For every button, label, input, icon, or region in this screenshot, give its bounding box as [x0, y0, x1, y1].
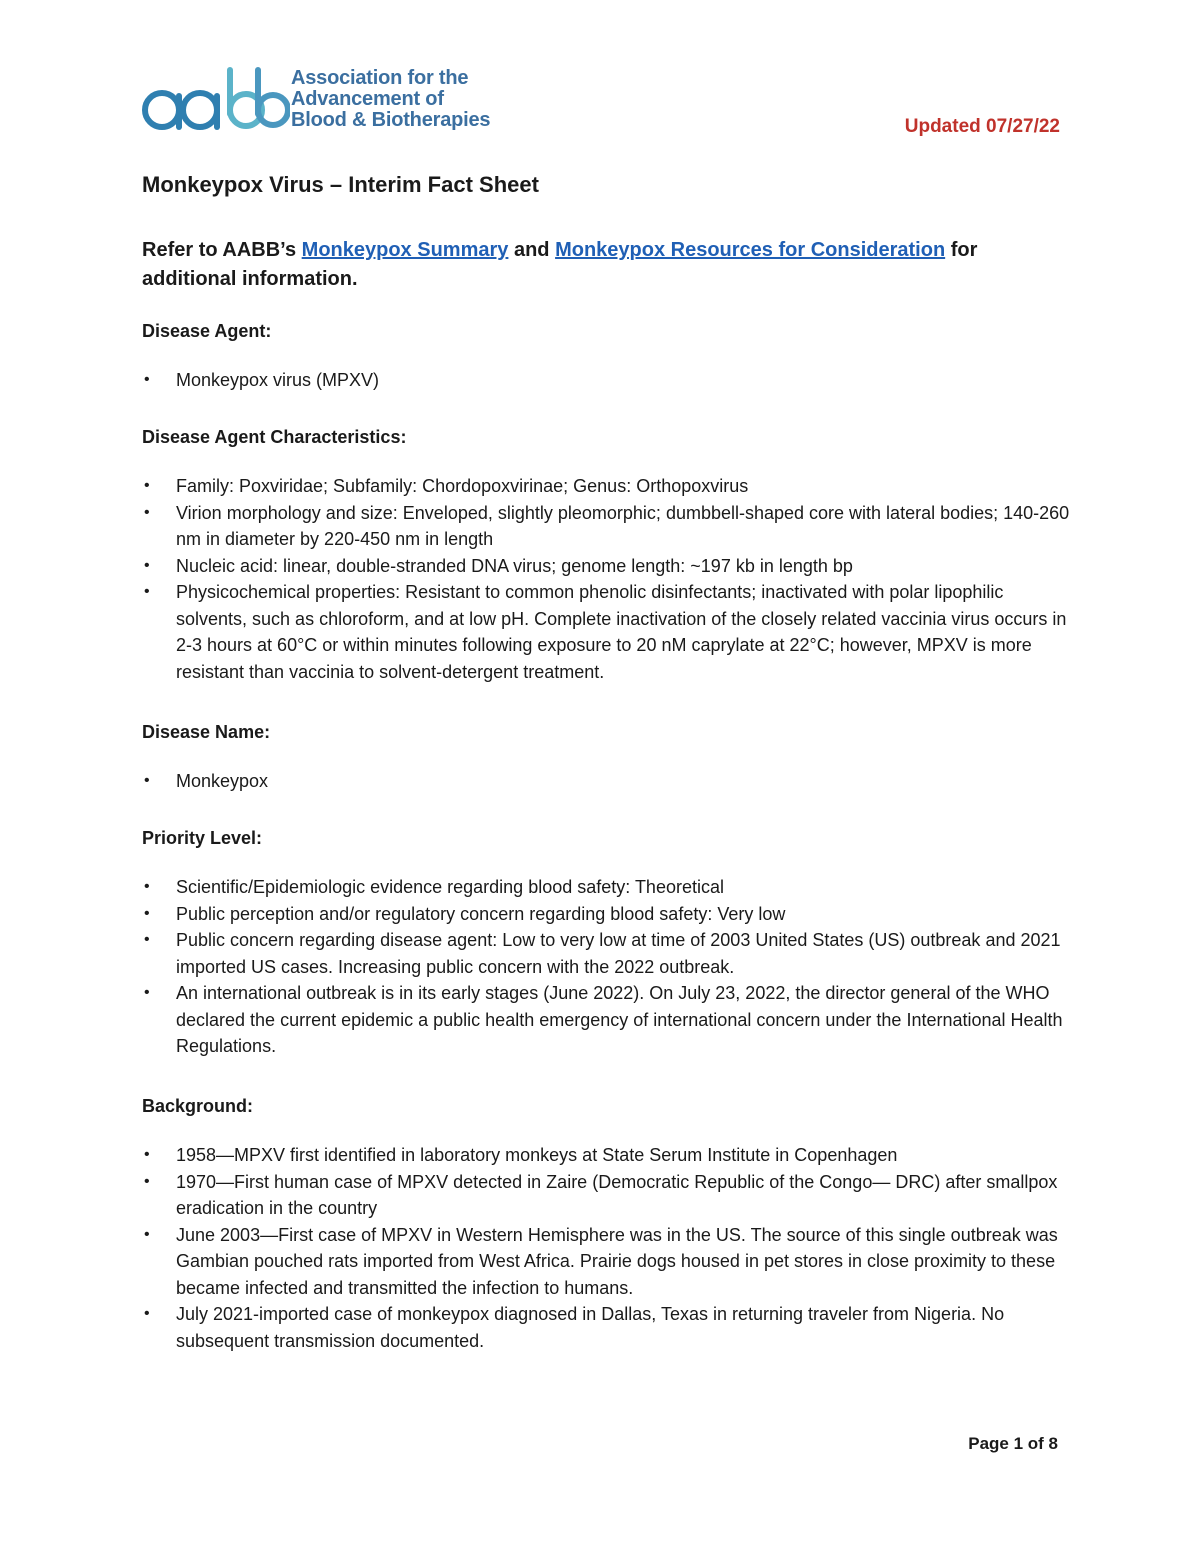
bullet-icon: •: [144, 556, 150, 574]
list-item-text: 1958—MPXV first identified in laboratory monkeys at State Serum Institute in Copenhagen: [176, 1145, 898, 1165]
section-agent-characteristics: [142, 427, 1072, 685]
bullet-list: [142, 768, 1072, 795]
bullet-icon: •: [144, 772, 150, 789]
list-item: [142, 874, 1072, 901]
list-item-text: Public concern regarding disease agent: Low to very low at time of 2003 United States (US) outbreak and 2021 imported US cases. Increasing public concern with the 2022 outbreak.: [176, 930, 1061, 977]
list-item-text: Virion morphology and size: Enveloped, slightly pleomorphic; dumbbell-shaped core with lateral bodies; 140-260 nm in diameter by 220-450 nm in length: [176, 502, 1070, 549]
intro-paragraph: [142, 236, 1042, 294]
bullet-icon: •: [144, 1146, 150, 1163]
section-background: [142, 1096, 1072, 1354]
list-item: [142, 1222, 1072, 1302]
list-item: [142, 367, 1072, 394]
list-item: [142, 927, 1072, 980]
bullet-list: [142, 1142, 1072, 1354]
page-number: Page 1 of 8: [968, 1434, 1058, 1453]
bullet-icon: •: [144, 583, 150, 600]
bullet-icon: •: [144, 1225, 150, 1243]
bullet-icon: •: [144, 1172, 150, 1190]
list-item: [142, 500, 1072, 553]
monkeypox-resources-link[interactable]: Monkeypox Resources for Consideration: [555, 239, 946, 261]
bullet-icon: •: [144, 371, 150, 388]
intro-suffix: for additional information.: [142, 239, 978, 290]
section-priority-level: [142, 828, 1072, 1060]
logo-line-1: Association for the: [291, 67, 469, 89]
aabb-logo: [140, 64, 500, 140]
updated-date: Updated 07/27/22: [904, 116, 1060, 137]
bullet-icon: •: [144, 503, 150, 521]
bullet-icon: •: [144, 1305, 150, 1322]
list-item-text: Physicochemical properties: Resistant to common phenolic disinfectants; inactivated with polar lipophilic solvents, such as chloroform, and at low pH. Complete inactivation of the closely related vaccinia virus occurs in 2-3 hours at 60°C or within minutes following exposure to 20 nM caprylate at 22°C; however, MPXV is more resistant than vaccinia to solvent-detergent treatment.: [176, 582, 1067, 682]
list-item: [142, 579, 1072, 685]
bullet-list: [142, 874, 1072, 1060]
section-heading: Disease Name:: [142, 722, 271, 742]
logo-line-3: Blood & Biotherapies: [291, 109, 491, 131]
list-item-text: Scientific/Epidemiologic evidence regarding blood safety: Theoretical: [176, 877, 724, 897]
section-disease-name: [142, 722, 1072, 795]
logo-line-2: Advancement of: [291, 88, 444, 110]
monkeypox-summary-link[interactable]: Monkeypox Summary: [301, 239, 509, 261]
list-item: [142, 473, 1072, 500]
list-item-text: July 2021-imported case of monkeypox diagnosed in Dallas, Texas in returning traveler from Nigeria. No subsequent transmission documented.: [176, 1304, 1005, 1351]
bullet-icon: •: [144, 984, 150, 1001]
intro-prefix: Refer to AABB’s: [142, 239, 297, 261]
list-item-text: An international outbreak is in its early stages (June 2022). On July 23, 2022, the director general of the WHO declared the current epidemic a public health emergency of international concern under the International Health Regulations.: [176, 983, 1063, 1056]
list-item: [142, 901, 1072, 928]
bullet-icon: •: [144, 878, 150, 895]
bullet-list: [142, 367, 1072, 394]
section-heading: Disease Agent:: [142, 321, 272, 341]
list-item-text: Family: Poxviridae; Subfamily: Chordopoxvirinae; Genus: Orthopoxvirus: [176, 476, 749, 496]
list-item-text: June 2003—First case of MPXV in Western Hemisphere was in the US. The source of this single outbreak was Gambian pouched rats imported from West Africa. Prairie dogs housed in pet stores in close proximity to these became infected and transmitted the infection to humans.: [176, 1224, 1058, 1298]
list-item-text: Monkeypox virus (MPXV): [176, 370, 380, 390]
bullet-list: [142, 473, 1072, 685]
list-item-text: Monkeypox: [176, 771, 269, 791]
logo-name: [291, 68, 501, 131]
bullet-icon: •: [144, 477, 150, 494]
list-item-text: Nucleic acid: linear, double-stranded DNA virus; genome length: ~197 kb in length bp: [176, 555, 853, 576]
list-item: [142, 1301, 1072, 1354]
list-item: [142, 1169, 1072, 1222]
bullet-icon: •: [144, 904, 150, 922]
section-disease-agent: [142, 321, 1072, 394]
page-title: Monkeypox Virus – Interim Fact Sheet: [142, 172, 539, 197]
list-item-text: Public perception and/or regulatory concern regarding blood safety: Very low: [176, 903, 786, 924]
aabb-logo-mark: [140, 64, 290, 140]
section-heading: Priority Level:: [142, 828, 263, 848]
bullet-icon: •: [144, 931, 150, 948]
section-heading: Background:: [142, 1096, 254, 1116]
list-item: [142, 768, 1072, 795]
intro-middle: and: [513, 239, 550, 261]
list-item-text: 1970—First human case of MPXV detected in Zaire (Democratic Republic of the Congo— DRC) after smallpox eradication in the country: [176, 1171, 1058, 1218]
list-item: [142, 980, 1072, 1060]
section-heading: Disease Agent Characteristics:: [142, 427, 407, 447]
list-item: [142, 1142, 1072, 1169]
list-item: [142, 553, 1072, 580]
